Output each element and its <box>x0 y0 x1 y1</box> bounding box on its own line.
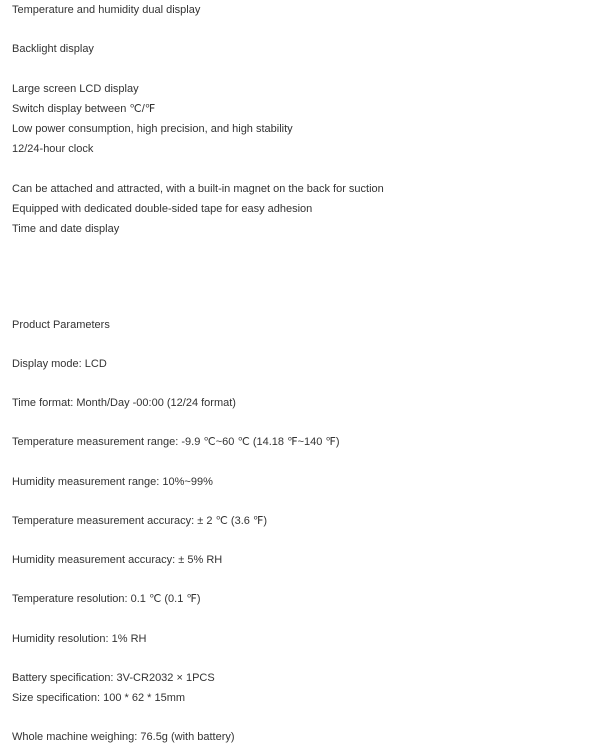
param-weight: Whole machine weighing: 76.5g (with battery) <box>12 731 235 743</box>
parameters-heading: Product Parameters <box>12 319 110 331</box>
param-battery: Battery specification: 3V-CR2032 × 1PCS <box>12 672 215 684</box>
feature-time-date: Time and date display <box>12 223 120 235</box>
feature-dual-display: Temperature and humidity dual display <box>12 4 201 16</box>
param-humidity-resolution: Humidity resolution: 1% RH <box>12 633 147 645</box>
param-temp-range: Temperature measurement range: -9.9 ℃~60 ℃ (14.18 ℉~140 ℉) <box>12 436 340 448</box>
param-size: Size specification: 100 * 62 * 15mm <box>12 692 186 704</box>
feature-magnet: Can be attached and attracted, with a built-in magnet on the back for suction <box>12 183 384 195</box>
param-time-format: Time format: Month/Day -00:00 (12/24 format) <box>12 397 236 409</box>
feature-unit-switch: Switch display between ℃/℉ <box>12 103 156 115</box>
param-temp-resolution: Temperature resolution: 0.1 ℃ (0.1 ℉) <box>12 593 201 605</box>
param-humidity-range: Humidity measurement range: 10%~99% <box>12 476 213 488</box>
param-display-mode: Display mode: LCD <box>12 358 107 370</box>
feature-large-screen: Large screen LCD display <box>12 83 139 95</box>
param-temp-accuracy: Temperature measurement accuracy: ± 2 ℃ (3.6 ℉) <box>12 515 268 527</box>
feature-tape: Equipped with dedicated double-sided tape for easy adhesion <box>12 203 313 215</box>
feature-backlight: Backlight display <box>12 43 94 55</box>
feature-clock: 12/24-hour clock <box>12 143 94 155</box>
feature-low-power: Low power consumption, high precision, and high stability <box>12 123 293 135</box>
param-humidity-accuracy: Humidity measurement accuracy: ± 5% RH <box>12 554 223 566</box>
